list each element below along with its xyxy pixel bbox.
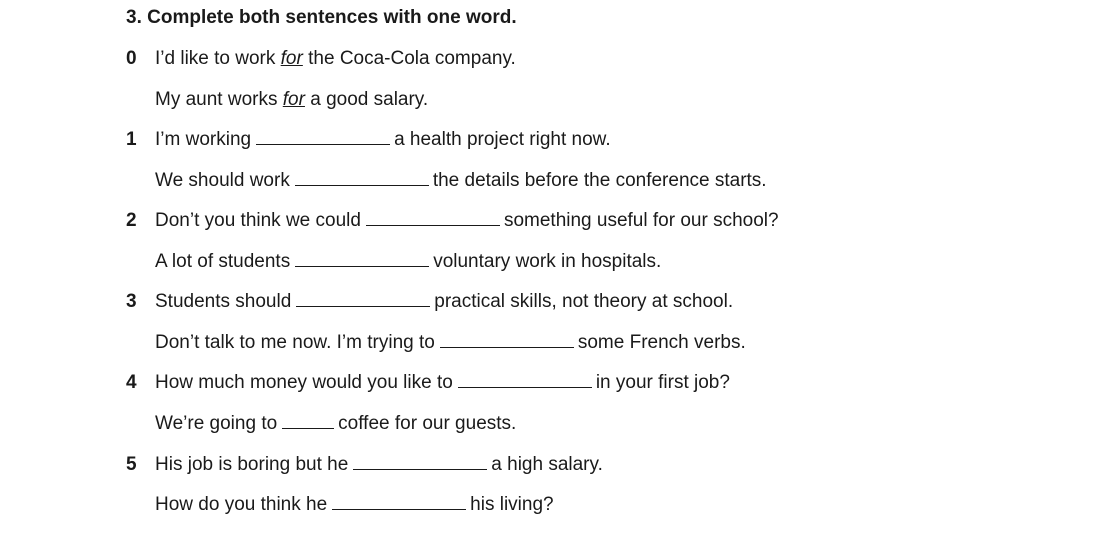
sentence (155, 208, 779, 234)
answer-blank[interactable] (256, 129, 390, 145)
example-answer: for (282, 89, 305, 110)
sentence-end: some French verbs. (577, 332, 746, 353)
sentence-end: his living? (470, 494, 554, 515)
sentence-start: We’re going to (155, 413, 278, 434)
answer-blank[interactable] (295, 251, 429, 267)
sentence (155, 452, 603, 478)
item-number: 5 (126, 454, 137, 475)
sentence-start: His job is boring but he (155, 454, 349, 475)
sentence (155, 127, 611, 153)
answer-blank[interactable] (332, 494, 466, 510)
answer-blank[interactable] (295, 170, 429, 186)
sentence-start: I’m working (155, 129, 252, 150)
sentence-end: in your first job? (595, 372, 730, 393)
sentence (155, 330, 746, 356)
item-number: 0 (126, 48, 137, 69)
sentence (155, 492, 554, 518)
sentence-start: A lot of students (155, 251, 291, 272)
item-number: 1 (126, 129, 137, 150)
sentence (155, 411, 516, 437)
sentence-start: Students should (155, 291, 292, 312)
exercise-heading: 3. Complete both sentences with one word. (126, 7, 517, 28)
sentence-start: How much money would you like to (155, 372, 453, 393)
item-number: 2 (126, 210, 137, 231)
sentence-end: the details before the conference starts. (432, 170, 767, 191)
sentence-end: practical skills, not theory at school. (434, 291, 734, 312)
sentence-end: coffee for our guests. (338, 413, 517, 434)
sentence-end: a good salary. (310, 89, 429, 110)
sentence-start: We should work (155, 170, 290, 191)
sentence-start: Don’t talk to me now. I’m trying to (155, 332, 435, 353)
sentence-start: I’d like to work (155, 48, 276, 69)
sentence (155, 370, 730, 396)
sentence (155, 46, 516, 72)
sentence-end: the Coca-Cola company. (308, 48, 516, 69)
sentence (155, 249, 661, 275)
sentence-end: voluntary work in hospitals. (433, 251, 662, 272)
answer-blank[interactable] (353, 454, 487, 470)
sentence-start: How do you think he (155, 494, 328, 515)
sentence-end: a high salary. (491, 454, 603, 475)
answer-blank[interactable] (282, 413, 334, 429)
example-answer: for (280, 48, 303, 69)
sentence-end: a health project right now. (394, 129, 611, 150)
answer-blank[interactable] (296, 291, 430, 307)
sentence-start: My aunt works (155, 89, 278, 110)
item-number: 4 (126, 372, 137, 393)
sentence (155, 87, 428, 113)
answer-blank[interactable] (440, 332, 574, 348)
sentence-end: something useful for our school? (503, 210, 779, 231)
sentence (155, 168, 767, 194)
sentence-start: Don’t you think we could (155, 210, 361, 231)
answer-blank[interactable] (366, 210, 500, 226)
answer-blank[interactable] (458, 372, 592, 388)
item-number: 3 (126, 291, 137, 312)
sentence (155, 289, 733, 315)
